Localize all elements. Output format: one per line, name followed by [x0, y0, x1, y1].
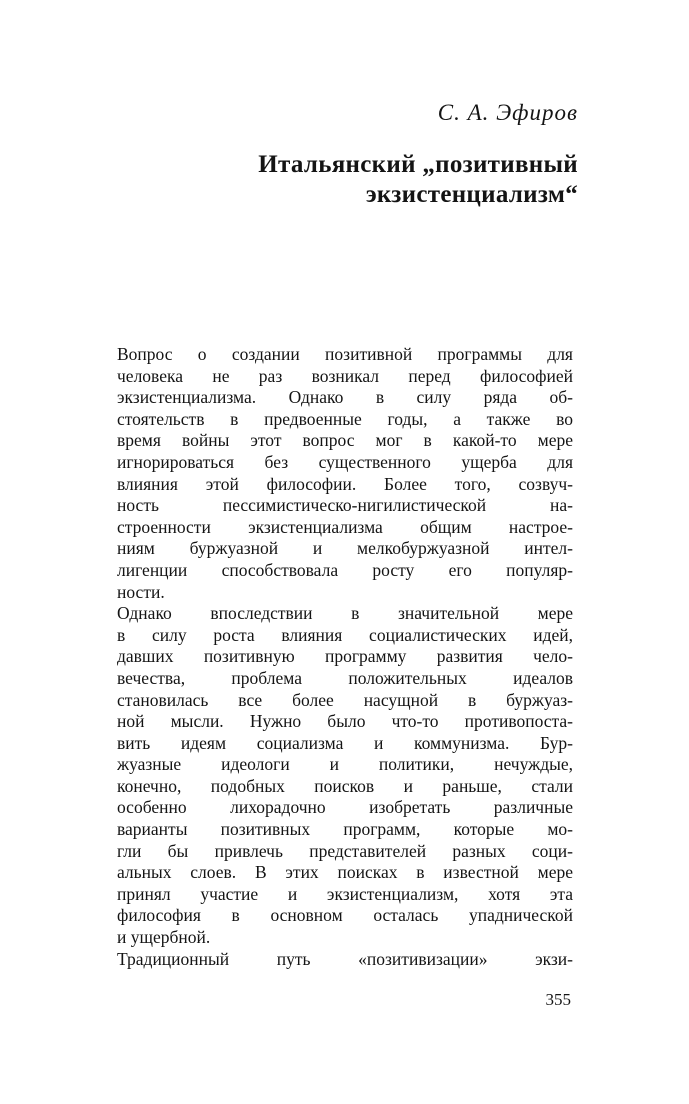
text-line: Вопрос о создании позитивной программы для: [117, 344, 573, 364]
text-line: принял участие и экзистенциализм, хотя эта: [117, 883, 573, 904]
text-line: человека не раз возникал перед философией: [117, 365, 573, 386]
text-line: ниям буржуазной и мелкобуржуазной интел-: [117, 538, 573, 559]
text-line: ности.: [117, 581, 165, 602]
text-line: становилась все более насущной в буржуаз-: [117, 689, 573, 710]
text-line: философия в основном осталась упаднической: [117, 905, 573, 926]
text-line: влияния этой философии. Более того, созвуч-: [117, 473, 573, 494]
text-line: вечества, проблема положительных идеалов: [117, 667, 573, 688]
author-name: С. А. Эфиров: [437, 100, 578, 125]
text-line: лигенции способствовала росту его популяр-: [117, 559, 573, 580]
title-line: экзистенциализм“: [365, 181, 578, 208]
text-line: Однако впоследствии в значительной мере: [117, 603, 573, 624]
text-line: время войны этот вопрос мог в какой-то мере: [117, 430, 573, 451]
text-line: ной мысли. Нужно было что-то противопоста-: [117, 711, 573, 732]
text-line: давших позитивную программу развития чело-: [117, 646, 573, 667]
text-line: стоятельств в предвоенные годы, а также во: [117, 408, 573, 429]
text-line: и ущербной.: [117, 927, 211, 948]
text-line: экзистенциализма. Однако в силу ряда об-: [117, 387, 573, 408]
text-line: ность пессимистическо-нигилистической на-: [117, 495, 573, 516]
text-line: жуазные идеологи и политики, нечуждые,: [117, 754, 573, 775]
text-line: конечно, подобных поисков и раньше, стали: [117, 775, 573, 796]
title-line: Итальянский „позитивный: [258, 151, 578, 178]
text-line: варианты позитивных программ, которые мо-: [117, 819, 573, 840]
text-line: вить идеям социализма и коммунизма. Бур-: [117, 732, 573, 753]
text-line: Традиционный путь «позитивизации» экзи-: [117, 948, 573, 969]
text-line: гли бы привлечь представителей разных соци-: [117, 840, 573, 861]
text-line: альных слоев. В этих поисках в известной мере: [117, 862, 573, 883]
body-text: [117, 344, 573, 970]
page-number: 355: [545, 990, 571, 1009]
text-line: в силу роста влияния социалистических идей,: [117, 624, 573, 645]
text-line: особенно лихорадочно изобретать различные: [117, 797, 573, 818]
text-line: строенности экзистенциализма общим настрое-: [117, 516, 573, 537]
text-line: игнорироваться без существенного ущерба для: [117, 451, 573, 472]
article-title: [258, 150, 578, 210]
